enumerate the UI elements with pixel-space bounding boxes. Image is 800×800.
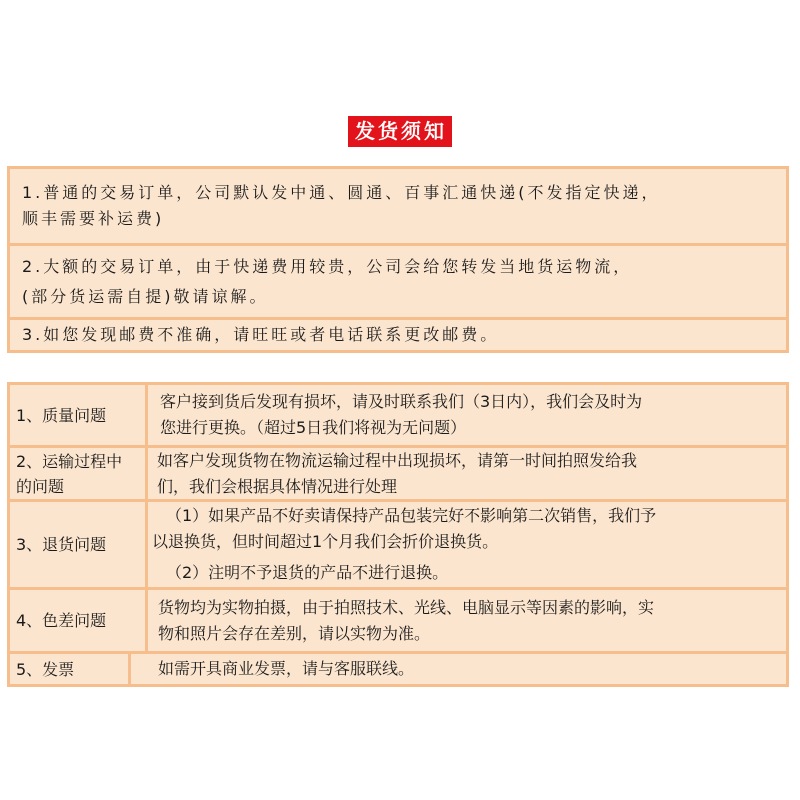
notice-item-text: 2.大额的交易订单，由于快递费用较贵，公司会给您转发当地货运物流， xyxy=(22,256,633,276)
row-content-text: 如客户发现货物在物流运输过程中出现损坏，请第一时间拍照发给我 xyxy=(157,450,638,470)
notice-item xyxy=(10,317,786,350)
table-row xyxy=(10,445,786,499)
row-content-text: 如需开具商业发票，请与客服联线。 xyxy=(158,659,415,678)
notice-item-text: 3.如您发现邮费不准确，请旺旺或者电话联系更改邮费。 xyxy=(22,325,500,344)
row-label-text: 的问题 xyxy=(16,476,65,496)
row-content xyxy=(148,590,786,651)
table-row xyxy=(10,587,786,651)
row-content-text: 货物均为实物拍摄，由于拍照技术、光线、电脑显示等因素的影响，实 xyxy=(158,597,655,617)
row-content-text: 以退换货，但时间超过1个月我们会折价退换货。 xyxy=(152,532,499,551)
table-row xyxy=(10,385,786,445)
notice-item-text: (部分货运需自提)敬请谅解。 xyxy=(22,286,269,306)
row-content-text: 客户接到货后发现有损坏，请及时联系我们（3日内），我们会及时为 xyxy=(160,392,643,411)
shipping-notice-box xyxy=(7,166,789,353)
row-label-text: 4、色差问题 xyxy=(16,611,107,630)
row-label xyxy=(10,448,148,499)
table-row xyxy=(10,499,786,587)
page-title: 发货须知 xyxy=(348,116,452,147)
notice-item xyxy=(10,243,786,317)
row-label xyxy=(10,654,131,684)
notice-item-text: 顺丰需要补运费) xyxy=(22,209,165,228)
notice-item-text: 1.普通的交易订单，公司默认发中通、圆通、百事汇通快递(不发指定快递， xyxy=(22,183,661,202)
row-label xyxy=(10,502,148,587)
row-content xyxy=(148,502,786,587)
row-label-text: 1、质量问题 xyxy=(16,405,107,425)
title-wrapper xyxy=(0,116,800,147)
row-content xyxy=(148,385,786,445)
notice-item xyxy=(10,169,786,243)
row-content-text: 物和照片会存在差别，请以实物为准。 xyxy=(158,623,431,643)
row-content-text: （1）如果产品不好卖请保持产品包装完好不影响第二次销售，我们予 xyxy=(166,506,657,525)
row-label-text: 3、退货问题 xyxy=(16,535,107,554)
row-content-text: （2）注明不予退货的产品不进行退换。 xyxy=(166,563,449,582)
row-label-text: 2、运输过程中 xyxy=(16,451,123,471)
row-content xyxy=(148,448,786,499)
after-sales-table xyxy=(7,382,789,687)
row-label xyxy=(10,385,148,445)
row-content xyxy=(131,654,786,684)
row-content-text: 们，我们会根据具体情况进行处理 xyxy=(157,476,398,496)
row-content-text: 您进行更换。（超过5日我们将视为无问题） xyxy=(160,418,467,437)
table-row xyxy=(10,651,786,684)
row-label xyxy=(10,590,148,651)
row-label-text: 5、发票 xyxy=(16,659,75,679)
